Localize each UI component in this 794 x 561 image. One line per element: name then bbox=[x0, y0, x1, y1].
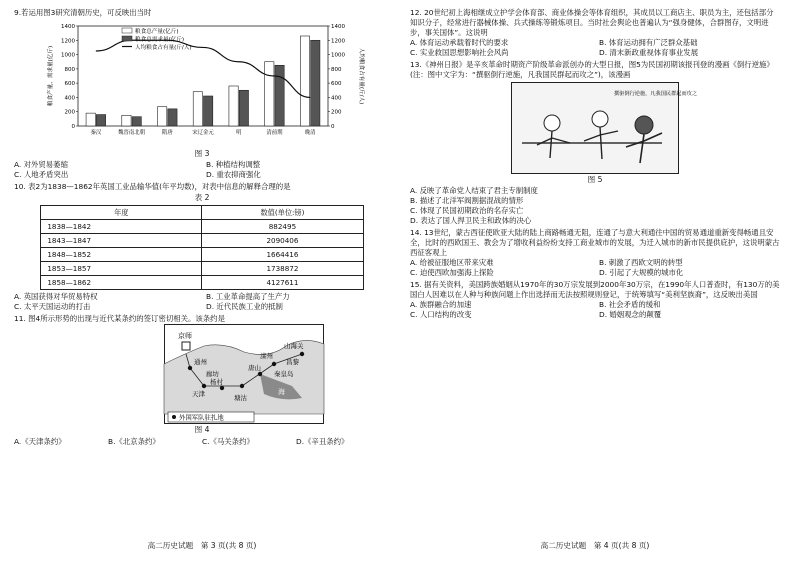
map-svg bbox=[164, 324, 324, 424]
question-9 bbox=[14, 8, 390, 180]
table-cell-value: 1664416 bbox=[202, 248, 363, 262]
y2-tick-label: 800 bbox=[331, 66, 342, 73]
x-tick-label: 晚清 bbox=[304, 129, 316, 136]
bar-demand bbox=[275, 65, 284, 126]
question-14-stem: 14. 13世纪，蒙古西征使欧亚大陆的陆上商路畅通无阻，连通了与意大利通往中国的贸易通道重新变得畅通且安全，比时的西欧国王、教会为了增收利益纷纷支持工商业城市的发展，为迁入城市的新市民提供庇护，这说明蒙古西征客观上 bbox=[410, 228, 780, 258]
option-b[interactable]: B. 体育运动拥有广泛群众基础 bbox=[599, 37, 698, 47]
option-c[interactable]: C. 太平天国运动的打击 bbox=[14, 302, 91, 312]
x-tick-label: 秦汉 bbox=[90, 129, 102, 136]
chart-svg bbox=[44, 18, 364, 148]
table-cell-year: 1848—1852 bbox=[41, 248, 202, 262]
question-12-options bbox=[410, 38, 780, 58]
y-tick-label: 0 bbox=[71, 123, 75, 130]
option-c[interactable]: C. 体现了民国初期政治的名存实亡 bbox=[410, 206, 524, 216]
legend-label: 粮食总产量(亿斤) bbox=[135, 28, 179, 35]
option-b[interactable]: B. 刺激了西欧文明的转型 bbox=[599, 258, 683, 268]
option-c[interactable]: C. 人地矛盾突出 bbox=[14, 170, 69, 180]
bar-production bbox=[300, 36, 309, 126]
bar-production bbox=[265, 62, 274, 126]
option-d[interactable]: D. 近代民族工业的抵制 bbox=[206, 302, 283, 312]
x-tick-label: 宋辽金元 bbox=[192, 129, 214, 136]
page-3 bbox=[14, 8, 390, 553]
figure-3-chart bbox=[44, 18, 364, 148]
garrison-marker bbox=[188, 366, 192, 370]
map-label: 廊坊 bbox=[206, 370, 219, 379]
y-tick-label: 400 bbox=[64, 95, 75, 102]
page-4 bbox=[410, 8, 780, 553]
garrison-marker bbox=[220, 386, 224, 390]
table-cell-year: 1838—1842 bbox=[41, 220, 202, 234]
question-14-options bbox=[410, 258, 780, 278]
figure-4-map bbox=[164, 324, 324, 424]
y2-tick-label: 0 bbox=[331, 123, 335, 130]
map-label: 海 bbox=[278, 388, 285, 397]
question-10-stem: 10. 表2为1838—1862年英国工业品输华值(年平均数)，对表中信息的解释合理的是 bbox=[14, 182, 291, 192]
map-label: 滦州 bbox=[260, 352, 273, 361]
question-15 bbox=[410, 280, 780, 320]
bar-production bbox=[158, 107, 167, 126]
figure-4-caption: 图 4 bbox=[194, 425, 210, 435]
option-a[interactable]: A. 对外贸易萎缩 bbox=[14, 160, 68, 170]
bar-production bbox=[86, 113, 95, 126]
option-a[interactable]: A. 体育运动承载着时代的要求 bbox=[410, 37, 509, 47]
question-10 bbox=[14, 182, 390, 312]
table-cell-value: 882495 bbox=[202, 220, 363, 234]
map-label: 秦皇岛 bbox=[274, 370, 294, 379]
question-15-stem: 15. 据有关资料，美国跨族婚姻从1970年的30万宗发展到2000年30万宗，在1990年人口普查时，有130万的美国白人因难以在人种与种族问题上作出选择而无法按照规则登记，于统筹填写“美利坚族裔”，这反映出美国 bbox=[410, 280, 780, 299]
option-b[interactable]: B. 描述了北洋军阀割据混战的情形 bbox=[410, 196, 524, 206]
option-c[interactable]: C. 迫使西欧加强海上探险 bbox=[410, 268, 494, 278]
table-cell-year: 1858—1862 bbox=[41, 276, 202, 290]
map-label: 山海关 bbox=[284, 342, 304, 351]
map-label: 京师 bbox=[178, 332, 192, 341]
question-11-options bbox=[14, 437, 390, 447]
y2-tick-label: 1400 bbox=[331, 23, 345, 30]
y-tick-label: 1000 bbox=[61, 52, 75, 59]
map-label: 唐山 bbox=[248, 364, 261, 373]
x-tick-label: 魏晋南北朝 bbox=[118, 129, 146, 136]
y-tick-label: 800 bbox=[64, 66, 75, 73]
y2-tick-label: 400 bbox=[331, 95, 342, 102]
figure-head bbox=[592, 111, 608, 127]
bar-production bbox=[193, 92, 202, 126]
table-cell-year: 1843—1847 bbox=[41, 234, 202, 248]
bar-demand bbox=[239, 90, 248, 126]
page-footer: 高二历史试题 第 4 页(共 8 页) bbox=[540, 540, 650, 550]
x-tick-label: 隋唐 bbox=[161, 129, 173, 136]
table-row bbox=[41, 276, 363, 290]
option-b[interactable]: B. 种植结构调整 bbox=[206, 160, 261, 170]
table-header-row bbox=[41, 206, 363, 220]
bar-demand bbox=[168, 109, 177, 126]
question-11 bbox=[14, 314, 390, 446]
option-a[interactable]: A. 给被征服地区带来灾难 bbox=[410, 258, 494, 268]
bar-demand bbox=[132, 117, 141, 126]
y2-tick-label: 200 bbox=[331, 109, 342, 116]
option-a[interactable]: A. 族群融合的加速 bbox=[410, 299, 472, 309]
table-2 bbox=[40, 205, 363, 290]
table-header-year: 年度 bbox=[41, 206, 202, 220]
figure-3-caption: 图 3 bbox=[194, 148, 210, 158]
question-10-options bbox=[14, 292, 390, 312]
garrison-marker bbox=[300, 352, 304, 356]
map-label: 杨村 bbox=[210, 378, 223, 387]
plot-frame bbox=[78, 26, 328, 126]
table-row bbox=[41, 262, 363, 276]
legend-label: 人均粮食占有量(斤/人) bbox=[135, 44, 192, 51]
figure-head bbox=[544, 115, 560, 131]
map-label: 通州 bbox=[194, 358, 207, 367]
question-11-stem: 11. 图4所示形势的出现与近代某条约的签订密切相关。该条约是 bbox=[14, 314, 225, 324]
question-9-options bbox=[14, 160, 390, 180]
option-d[interactable]: D. 表达了国人捍卫民主和政体的决心 bbox=[410, 216, 532, 226]
bar-demand bbox=[96, 115, 105, 126]
y2-tick-label: 600 bbox=[331, 81, 342, 88]
creature-head bbox=[635, 116, 653, 134]
map-label: 昌黎 bbox=[286, 358, 299, 367]
x-tick-label: 明 bbox=[236, 129, 242, 136]
table-row bbox=[41, 234, 363, 248]
option-d[interactable]: D. 婚姻观念的颠覆 bbox=[599, 309, 662, 319]
table-cell-year: 1853—1857 bbox=[41, 262, 202, 276]
option-d[interactable]: D. 引起了大规模的城市化 bbox=[599, 268, 684, 278]
map-legend: 外国军队驻扎地 bbox=[179, 413, 224, 422]
question-13-stem: 13.《神州日报》是辛亥革命时期资产阶级革命派创办的大型日报，图5为民国初期该报刊登的漫画《倒行逆施》(注：图中文字为：“撰驱倒行逆施，凡我国民群起而攻之”)，该漫画 bbox=[410, 59, 774, 79]
garrison-marker bbox=[272, 362, 276, 366]
option-d[interactable]: D. 清末新政重视体育事业发展 bbox=[599, 47, 699, 57]
question-9-stem: 9.若运用图3研究清朝历史，可反映出当时 bbox=[14, 8, 152, 17]
bar-demand bbox=[204, 96, 213, 126]
option-c[interactable]: C. 人口结构的改变 bbox=[410, 309, 472, 319]
question-13-options bbox=[410, 186, 780, 226]
option-b[interactable]: B.《北京条约》 bbox=[108, 436, 160, 446]
y-tick-label: 1200 bbox=[61, 38, 75, 45]
table-header-value: 数值(单位:镑) bbox=[202, 206, 363, 220]
legend-swatch bbox=[122, 28, 132, 33]
figure-5-cartoon bbox=[511, 82, 698, 174]
bar-demand bbox=[311, 40, 320, 126]
option-c[interactable]: C.《马关条约》 bbox=[202, 436, 254, 446]
question-14 bbox=[410, 228, 780, 278]
table-2-caption: 表 2 bbox=[194, 193, 210, 203]
map-label: 天津 bbox=[192, 390, 205, 399]
table-cell-value: 4127611 bbox=[202, 276, 363, 290]
question-12 bbox=[410, 8, 780, 58]
y-tick-label: 600 bbox=[64, 81, 75, 88]
garrison-marker bbox=[258, 372, 262, 376]
y2-tick-label: 1000 bbox=[331, 52, 345, 59]
option-a[interactable]: A.《天津条约》 bbox=[14, 436, 66, 446]
x-tick-label: 清前期 bbox=[266, 129, 283, 136]
option-c[interactable]: C. 实业救国思想影响社会风尚 bbox=[410, 47, 509, 57]
y-tick-label: 1400 bbox=[61, 23, 75, 30]
table-row bbox=[41, 248, 363, 262]
option-d[interactable]: D.《辛丑条约》 bbox=[296, 436, 349, 446]
option-b[interactable]: B. 社会矛盾的缓和 bbox=[599, 299, 661, 309]
y2-tick-label: 1200 bbox=[331, 38, 345, 45]
legend-marker bbox=[172, 415, 176, 419]
garrison-marker bbox=[202, 384, 206, 388]
table-cell-value: 2090406 bbox=[202, 234, 363, 248]
option-a[interactable]: A. 英国获得对华贸易特权 bbox=[14, 292, 98, 302]
y-tick-label: 200 bbox=[64, 109, 75, 116]
y2-axis-label: 人均粮食占有量(斤/人) bbox=[358, 47, 364, 105]
legend-label: 粮食总需求量(亿斤) bbox=[135, 36, 185, 43]
option-b[interactable]: B. 工业革命提高了生产力 bbox=[206, 292, 290, 302]
option-d[interactable]: D. 重农抑商强化 bbox=[206, 170, 261, 180]
bar-production bbox=[229, 86, 238, 126]
table-cell-value: 1738872 bbox=[202, 262, 363, 276]
question-13 bbox=[410, 60, 780, 226]
table-row bbox=[41, 220, 363, 234]
figure-5-caption: 图 5 bbox=[587, 174, 603, 184]
legend-swatch bbox=[122, 36, 132, 41]
map-label: 塘沽 bbox=[234, 394, 247, 403]
page-footer: 高二历史试题 第 3 页(共 8 页) bbox=[147, 540, 257, 550]
capital-marker bbox=[182, 342, 190, 350]
cartoon-caption: 撰驱倒行逆施，凡我国民群起而攻之 bbox=[614, 90, 698, 97]
question-12-stem: 12. 20世纪初上海相继成立护学会体育部、商业体操会等体育组织，其成员以工商店主、职员为主，还包括部分知识分子，经常进行器械体操、兵式操练等锻炼项目。当时社会舆论也普遍认为“强身健体，合群图存，文明进步，事关国体”。这说明 bbox=[410, 8, 774, 37]
bar-production bbox=[122, 115, 131, 126]
option-a[interactable]: A. 反映了革命党人结束了君主专制制度 bbox=[410, 186, 538, 196]
garrison-marker bbox=[240, 384, 244, 388]
question-15-options bbox=[410, 300, 780, 320]
y-axis-label: 粮食产量、需求量(亿斤) bbox=[48, 45, 54, 107]
cartoon-svg bbox=[512, 83, 698, 173]
